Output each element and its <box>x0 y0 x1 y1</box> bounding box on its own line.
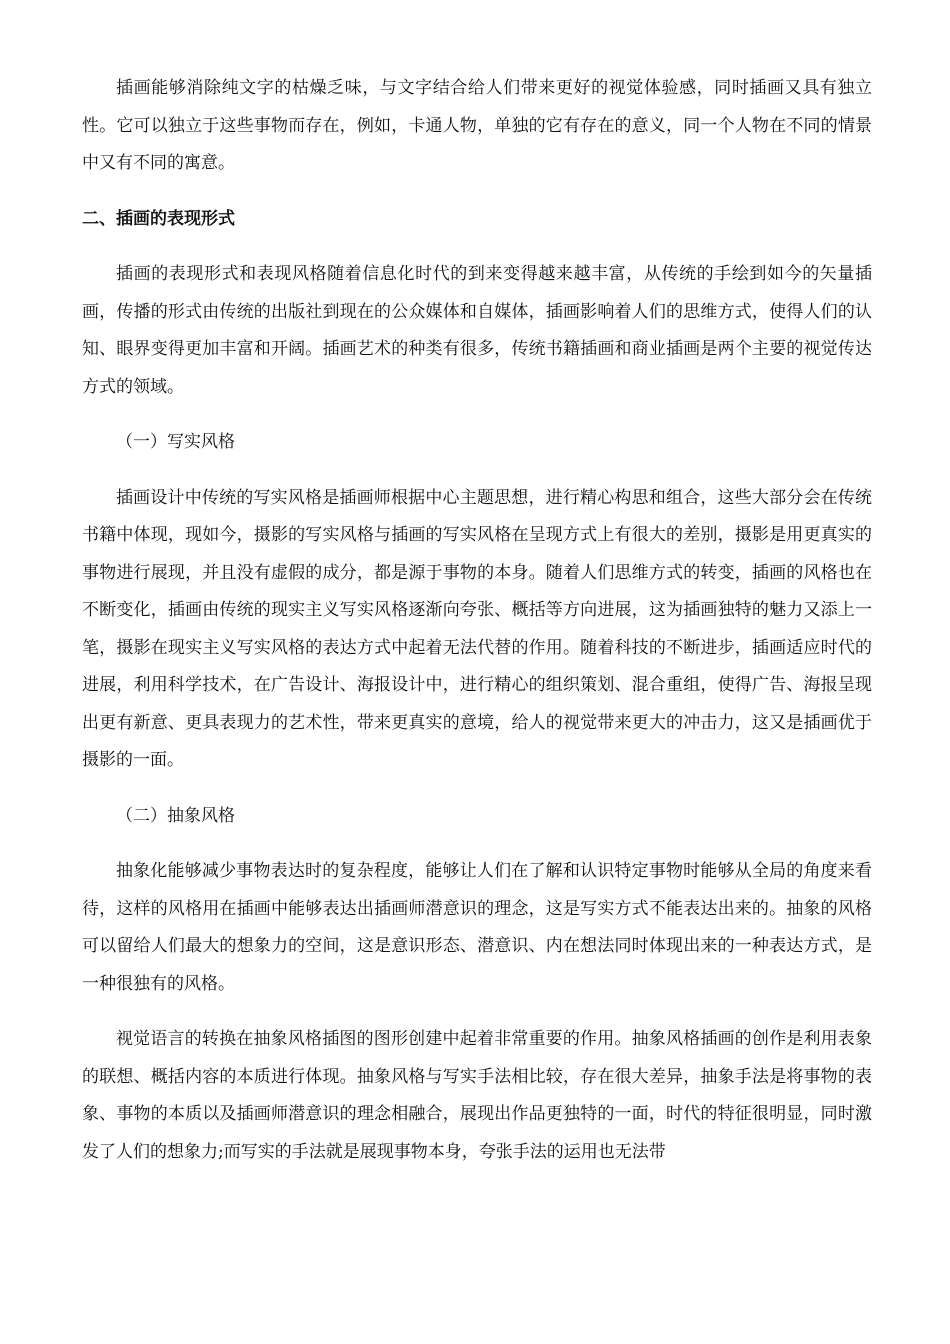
subheading-realistic-style: （一）写实风格 <box>116 432 235 452</box>
subheading-abstract-style: （二）抽象风格 <box>116 805 235 826</box>
paragraph-visual-language: 视觉语言的转换在抽象风格插图的图形创建中起着非常重要的作用。抽象风格插画的创作是利用表象的联想、概括内容的本质进行体现。抽象风格与写实手法相比较，存在很大差异，抽象手法是将事物的表象、事物的本质以及插画师潜意识的理念相融合，展现出作品更独特的一面，时代的特征很明显，同时激发了人们的想象力;而写实的手法就是展现事物本身，夸张手法的运用也无法带 <box>82 1029 872 1162</box>
section-heading-expression-forms: 二、插画的表现形式 <box>82 208 235 229</box>
paragraph-abstract-style: 抽象化能够减少事物表达时的复杂程度，能够让人们在了解和认识特定事物时能够从全局的角度来看待，这样的风格用在插画中能够表达出插画师潜意识的理念，这是写实方式不能表达出来的。抽象的风格可以留给人们最大的想象力的空间，这是意识形态、潜意识、内在想法同时体现出来的一种表达方式，是一种很独有的风格。 <box>82 861 872 994</box>
document-page <box>82 70 872 1171</box>
paragraph-expression-forms: 插画的表现形式和表现风格随着信息化时代的到来变得越来越丰富，从传统的手绘到如今的矢量插画，传播的形式由传统的出版社到现在的公众媒体和自媒体，插画影响着人们的思维方式，使得人们的认知、眼界变得更加丰富和开阔。插画艺术的种类有很多，传统书籍插画和商业插画是两个主要的视觉传达方式的领域。 <box>82 264 872 397</box>
paragraph-illustration-independence: 插画能够消除纯文字的枯燥乏味，与文字结合给人们带来更好的视觉体验感，同时插画又具有独立性。它可以独立于这些事物而存在，例如，卡通人物，单独的它有存在的意义，同一个人物在不同的情景中又有不同的寓意。 <box>82 78 872 173</box>
paragraph-realistic-style: 插画设计中传统的写实风格是插画师根据中心主题思想，进行精心构思和组合，这些大部分会在传统书籍中体现，现如今，摄影的写实风格与插画的写实风格在呈现方式上有很大的差别，摄影是用更真实的事物进行展现，并且没有虚假的成分，都是源于事物的本身。随着人们思维方式的转变，插画的风格也在不断变化，插画由传统的现实主义写实风格逐渐向夸张、概括等方向进展，这为插画独特的魅力又添上一笔，摄影在现实主义写实风格的表达方式中起着无法代替的作用。随着科技的不断进步，插画适应时代的进展，利用科学技术，在广告设计、海报设计中，进行精心的组织策划、混合重组，使得广告、海报呈现出更有新意、更具表现力的艺术性，带来更真实的意境，给人的视觉带来更大的冲击力，这又是插画优于摄影的一面。 <box>82 487 872 770</box>
